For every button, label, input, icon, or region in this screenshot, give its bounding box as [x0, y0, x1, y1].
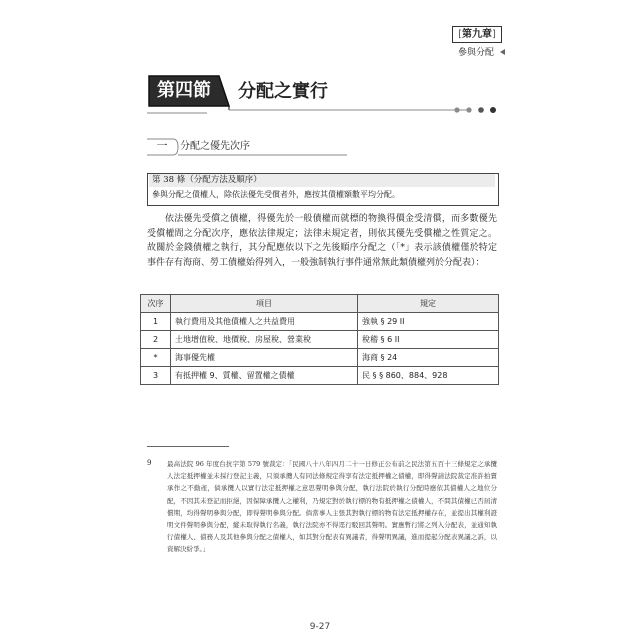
- row-item: 海事優先權: [171, 349, 358, 367]
- body-paragraph: 依法優先受償之債權，得優先於一般債權而就標的物換得價金受清償，而多數優先受償權間之分配次序，應依法律規定；法律未規定者，則依其優先受償權之性質定之。故關於金錢債權之執行，其分配應依以下之先後順序分配之（「*」表示該債權僅於特定事件存有海商、勞工債權始得列入，一般強制執行事件通常無此類債權列於分配表）：: [147, 214, 497, 268]
- article-text: 參與分配之債權人，除依法優先受償者外，應按其債權額數平均分配。: [152, 190, 400, 199]
- row-order: 1: [141, 313, 171, 331]
- bracket-left: [: [458, 29, 462, 40]
- row-item: 土地增值稅、地價稅、房屋稅、營業稅: [171, 331, 358, 349]
- header-order: 次序: [141, 295, 171, 313]
- header-item: 項目: [171, 295, 358, 313]
- table-row: [141, 313, 499, 331]
- footnote-text: 最高法院 96 年度台抗字第 579 號裁定：「民國八十八年四月二十一日修正公布前之民法第五百十三條規定之承攬人法定抵押權並未採行登記主義，只須承攬人有同法條規定得享有法定抵押權之債權，即得聲請法院裁定准許拍賣承作之不動產，倘承攬人以實行法定抵押權之意思聲明參與分配，執行法院於執行分配時應依其債權人之地位分配，不因其未登記而拒絕，因保障承攬人之權利，乃規定對於執行標的物有抵押權之債權人，不問其債權已否屆清償期，均得聲明參與分配，即得聲明參與分配。倘當事人主張其對執行標的物有法定抵押權存在，並提出其權利證明文件聲明參與分配，縱未取得執行名義，執行法院亦不得逕行駁回其聲明。實應暫行將之列入分配表，並通知執行債權人、債務人及其他參與分配之債權人，如其對分配表有異議者，得聲明異議，進而提起分配表異議之訴，以資解決紛爭。」: [167, 460, 497, 554]
- table-row: [141, 349, 499, 367]
- banner-dot-3: [478, 107, 484, 113]
- banner-dot-1: [454, 107, 459, 112]
- banner-dot-4: [490, 107, 496, 113]
- page-marker-icon: [500, 49, 505, 55]
- bracket-right: ]: [492, 29, 496, 40]
- row-item: 執行費用及其他債權人之共益費用: [171, 313, 358, 331]
- table-header-row: [141, 295, 499, 313]
- row-order: 3: [141, 367, 171, 385]
- row-rule: 海商 § 24: [358, 349, 499, 367]
- row-order: 2: [141, 331, 171, 349]
- chapter-label: [452, 26, 502, 43]
- section-number: 第四節: [157, 80, 211, 101]
- chapter-subtitle: 參與分配: [457, 48, 494, 58]
- row-item: 有抵押權 9、質權、留置權之債權: [171, 367, 358, 385]
- row-rule: 稅稽 § 6 II: [358, 331, 499, 349]
- section-title: 分配之實行: [238, 81, 328, 102]
- row-order: *: [141, 349, 171, 367]
- article-heading: 第 38 條（分配方法及順序）: [149, 174, 495, 187]
- footnote-divider: [147, 446, 229, 447]
- page-number: 9-27: [309, 622, 331, 632]
- subsection-title: 分配之優先次序: [180, 141, 250, 152]
- table-row: [141, 331, 499, 349]
- subsection-number: 一: [156, 139, 168, 152]
- footnote-mark: 9: [147, 459, 152, 467]
- row-rule: 強執 § 29 II: [358, 313, 499, 331]
- row-rule: 民 § § 860、884、928: [358, 367, 499, 385]
- banner-dot-2: [466, 107, 471, 112]
- priority-table: [140, 294, 499, 385]
- table-row: [141, 367, 499, 385]
- chapter-title: 第九章: [462, 29, 492, 40]
- header-rule: 規定: [358, 295, 499, 313]
